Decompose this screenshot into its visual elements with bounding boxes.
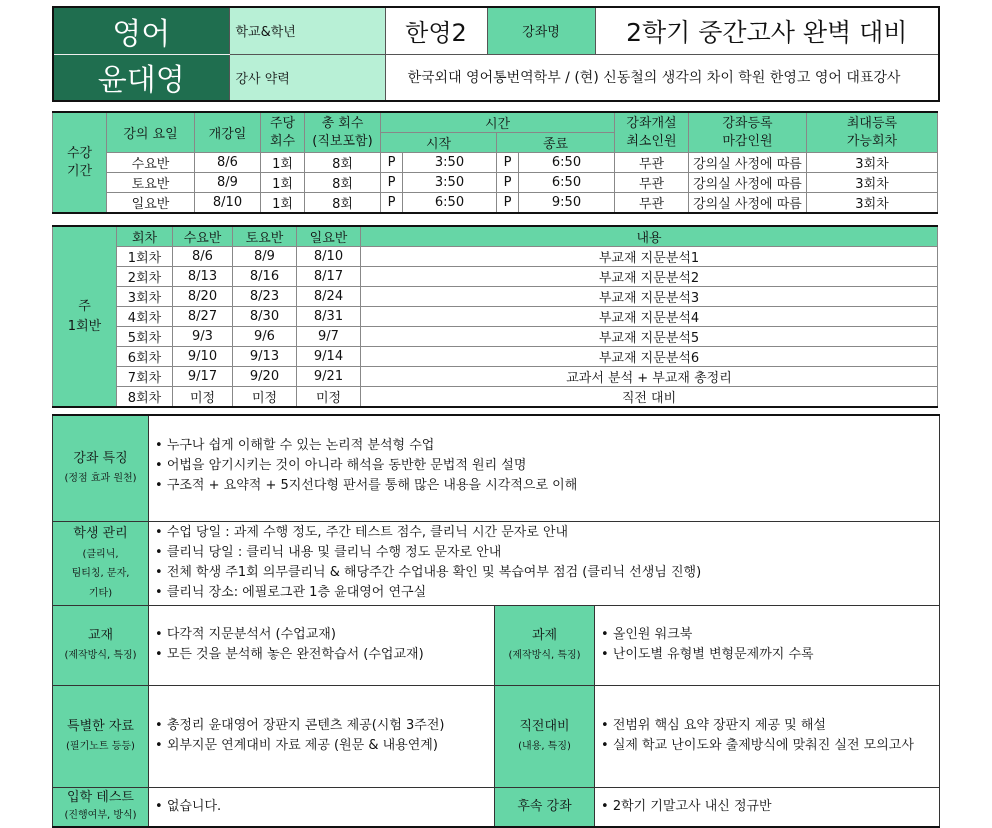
row-end: 6:50	[519, 173, 615, 193]
follow-up-body	[595, 787, 940, 827]
col-min: 강좌개설 최소인원	[615, 112, 689, 153]
row-total: 8회	[305, 153, 381, 173]
row-max: 3회차	[807, 193, 938, 214]
wed-date: 9/10	[173, 347, 233, 367]
course-name-label: 강좌명	[487, 7, 595, 54]
row-open: 8/6	[195, 153, 261, 173]
course-name-value: 2학기 중간고사 완벽 대비	[595, 7, 939, 54]
textbook-item: • 모든 것을 분석해 놓은 완전학습서 (수업교재)	[155, 645, 494, 665]
col-sat: 토요반	[233, 226, 297, 247]
weekly-row	[53, 327, 938, 347]
row-min: 무관	[615, 193, 689, 214]
row-start: 6:50	[403, 193, 497, 214]
row-end: 9:50	[519, 193, 615, 214]
schedule-table	[52, 111, 938, 214]
feature-item: • 구조적 + 요약적 + 5지선다형 판서를 통해 많은 내용을 시각적으로 이해	[155, 476, 939, 496]
weekly-table	[52, 225, 938, 408]
management-body	[149, 521, 940, 605]
row-total: 8회	[305, 193, 381, 214]
final-prep-body	[595, 685, 940, 787]
management-row	[53, 521, 940, 605]
content: 직전 대비	[361, 387, 938, 408]
sat-date: 8/16	[233, 267, 297, 287]
col-max: 최대등록 가능회차	[807, 112, 938, 153]
col-total: 총 회수 (직보포함)	[305, 112, 381, 153]
follow-up-label: 후속 강좌	[495, 787, 595, 827]
final-prep-label: 직전대비 (내용, 특징)	[495, 685, 595, 787]
row-end-ampm: P	[497, 173, 519, 193]
sat-date: 8/9	[233, 247, 297, 267]
session: 6회차	[117, 347, 173, 367]
teacher-name: 윤대영	[53, 54, 229, 101]
weekly-row	[53, 307, 938, 327]
wed-date: 9/3	[173, 327, 233, 347]
weekly-row	[53, 247, 938, 267]
col-end: 종료	[497, 133, 615, 153]
row-start-ampm: P	[381, 193, 403, 214]
session: 3회차	[117, 287, 173, 307]
col-content: 내용	[361, 226, 938, 247]
final-prep-item: • 실제 학교 난이도와 출제방식에 맞춰진 실전 모의고사	[601, 736, 939, 756]
bio-value: 한국외대 영어통번역학부 / (현) 신동철의 생각의 차이 학원 한영고 영어 대표강사	[385, 54, 939, 101]
schedule-row	[53, 193, 938, 214]
special-body	[149, 685, 495, 787]
row-open: 8/10	[195, 193, 261, 214]
row-deadline: 강의실 사정에 따름	[689, 173, 807, 193]
homework-item: • 올인원 워크북	[601, 625, 939, 645]
col-weekly: 주당 회수	[261, 112, 305, 153]
wed-date: 9/17	[173, 367, 233, 387]
weekly-row	[53, 367, 938, 387]
row-end: 6:50	[519, 153, 615, 173]
weekly-row	[53, 347, 938, 367]
course-info-table	[52, 414, 940, 828]
sat-date: 9/6	[233, 327, 297, 347]
session: 2회차	[117, 267, 173, 287]
row-open: 8/9	[195, 173, 261, 193]
content: 부교재 지문분석5	[361, 327, 938, 347]
schedule-row	[53, 173, 938, 193]
entrance-test-item: • 없습니다.	[155, 797, 494, 817]
row-min: 무관	[615, 173, 689, 193]
special-row	[53, 685, 940, 787]
content: 부교재 지문분석3	[361, 287, 938, 307]
row-start-ampm: P	[381, 153, 403, 173]
row-max: 3회차	[807, 153, 938, 173]
col-day: 강의 요일	[107, 112, 195, 153]
special-label: 특별한 자료 (필기노트 등등)	[53, 685, 149, 787]
sun-date: 9/21	[297, 367, 361, 387]
content: 부교재 지문분석4	[361, 307, 938, 327]
row-weekly: 1회	[261, 193, 305, 214]
entrance-test-body	[149, 787, 495, 827]
homework-body	[595, 605, 940, 685]
row-end-ampm: P	[497, 193, 519, 214]
subject-name: 영어	[53, 7, 229, 54]
row-day: 수요반	[107, 153, 195, 173]
session: 5회차	[117, 327, 173, 347]
row-deadline: 강의실 사정에 따름	[689, 193, 807, 214]
bio-label: 강사 약력	[229, 54, 385, 101]
wed-date: 8/20	[173, 287, 233, 307]
weekly-row	[53, 287, 938, 307]
management-item: • 전체 학생 주1회 의무클리닉 & 해당주간 수업내용 확인 및 복습여부 점검 (클리닉 선생님 진행)	[155, 563, 939, 583]
sun-date: 9/14	[297, 347, 361, 367]
management-label: 학생 관리 (클리닉, 팀티칭, 문자, 기타)	[53, 521, 149, 605]
sat-date: 미정	[233, 387, 297, 408]
row-weekly: 1회	[261, 153, 305, 173]
wed-date: 8/13	[173, 267, 233, 287]
entrance-test-label: 입학 테스트 (진행여부, 방식)	[53, 787, 149, 827]
final-prep-item: • 전범위 핵심 요약 장판지 제공 및 해설	[601, 716, 939, 736]
col-session: 회차	[117, 226, 173, 247]
follow-up-item: • 2학기 기말고사 내신 정규반	[601, 797, 939, 817]
period-label: 수강 기간	[53, 112, 107, 213]
wed-date: 8/27	[173, 307, 233, 327]
session: 4회차	[117, 307, 173, 327]
weekly-row	[53, 267, 938, 287]
management-item: • 클리닉 당일 : 클리닉 내용 및 클리닉 수행 정도 문자로 안내	[155, 543, 939, 563]
sun-date: 미정	[297, 387, 361, 408]
session: 1회차	[117, 247, 173, 267]
col-open-date: 개강일	[195, 112, 261, 153]
course-header	[52, 6, 940, 102]
entrance-row	[53, 787, 940, 827]
content: 교과서 분석 + 부교재 총정리	[361, 367, 938, 387]
textbook-body	[149, 605, 495, 685]
homework-label: 과제 (제작방식, 특징)	[495, 605, 595, 685]
session: 8회차	[117, 387, 173, 408]
sun-date: 8/10	[297, 247, 361, 267]
wed-date: 8/6	[173, 247, 233, 267]
row-max: 3회차	[807, 173, 938, 193]
weekly-row	[53, 387, 938, 408]
row-start-ampm: P	[381, 173, 403, 193]
textbook-label: 교재 (제작방식, 특징)	[53, 605, 149, 685]
feature-item: • 어법을 암기시키는 것이 아니라 해석을 동반한 문법적 원리 설명	[155, 456, 939, 476]
row-deadline: 강의실 사정에 따름	[689, 153, 807, 173]
sat-date: 8/23	[233, 287, 297, 307]
sun-date: 8/31	[297, 307, 361, 327]
homework-item: • 난이도별 유형별 변형문제까지 수록	[601, 645, 939, 665]
special-item: • 외부지문 연계대비 자료 제공 (원문 & 내용연계)	[155, 736, 494, 756]
sat-date: 9/20	[233, 367, 297, 387]
row-min: 무관	[615, 153, 689, 173]
col-wed: 수요반	[173, 226, 233, 247]
row-day: 토요반	[107, 173, 195, 193]
col-deadline: 강좌등록 마감인원	[689, 112, 807, 153]
sat-date: 9/13	[233, 347, 297, 367]
row-start: 3:50	[403, 153, 497, 173]
row-total: 8회	[305, 173, 381, 193]
col-time: 시간	[381, 112, 615, 133]
wed-date: 미정	[173, 387, 233, 408]
features-body	[149, 415, 940, 521]
school-grade-value: 한영2	[385, 7, 487, 54]
col-sun: 일요반	[297, 226, 361, 247]
session: 7회차	[117, 367, 173, 387]
features-label: 강좌 특징 (정점 효과 원천)	[53, 415, 149, 521]
sat-date: 8/30	[233, 307, 297, 327]
sun-date: 8/17	[297, 267, 361, 287]
management-item: • 클리닉 장소: 에필로그관 1층 윤대영어 연구실	[155, 583, 939, 603]
row-start: 3:50	[403, 173, 497, 193]
schedule-row	[53, 153, 938, 173]
content: 부교재 지문분석1	[361, 247, 938, 267]
content: 부교재 지문분석2	[361, 267, 938, 287]
school-grade-label: 학교&학년	[229, 7, 385, 54]
management-item: • 수업 당일 : 과제 수행 정도, 주간 테스트 점수, 클리닉 시간 문자로 안내	[155, 523, 939, 543]
special-item: • 총정리 윤대영어 장판지 콘텐츠 제공(시험 3주전)	[155, 716, 494, 736]
row-end-ampm: P	[497, 153, 519, 173]
col-start: 시작	[381, 133, 497, 153]
feature-item: • 누구나 쉽게 이해할 수 있는 논리적 분석형 수업	[155, 436, 939, 456]
weekly-label: 주 1회반	[53, 226, 117, 407]
sun-date: 9/7	[297, 327, 361, 347]
features-row	[53, 415, 940, 521]
row-weekly: 1회	[261, 173, 305, 193]
sun-date: 8/24	[297, 287, 361, 307]
content: 부교재 지문분석6	[361, 347, 938, 367]
textbook-row	[53, 605, 940, 685]
textbook-item: • 다각적 지문분석서 (수업교재)	[155, 625, 494, 645]
row-day: 일요반	[107, 193, 195, 214]
